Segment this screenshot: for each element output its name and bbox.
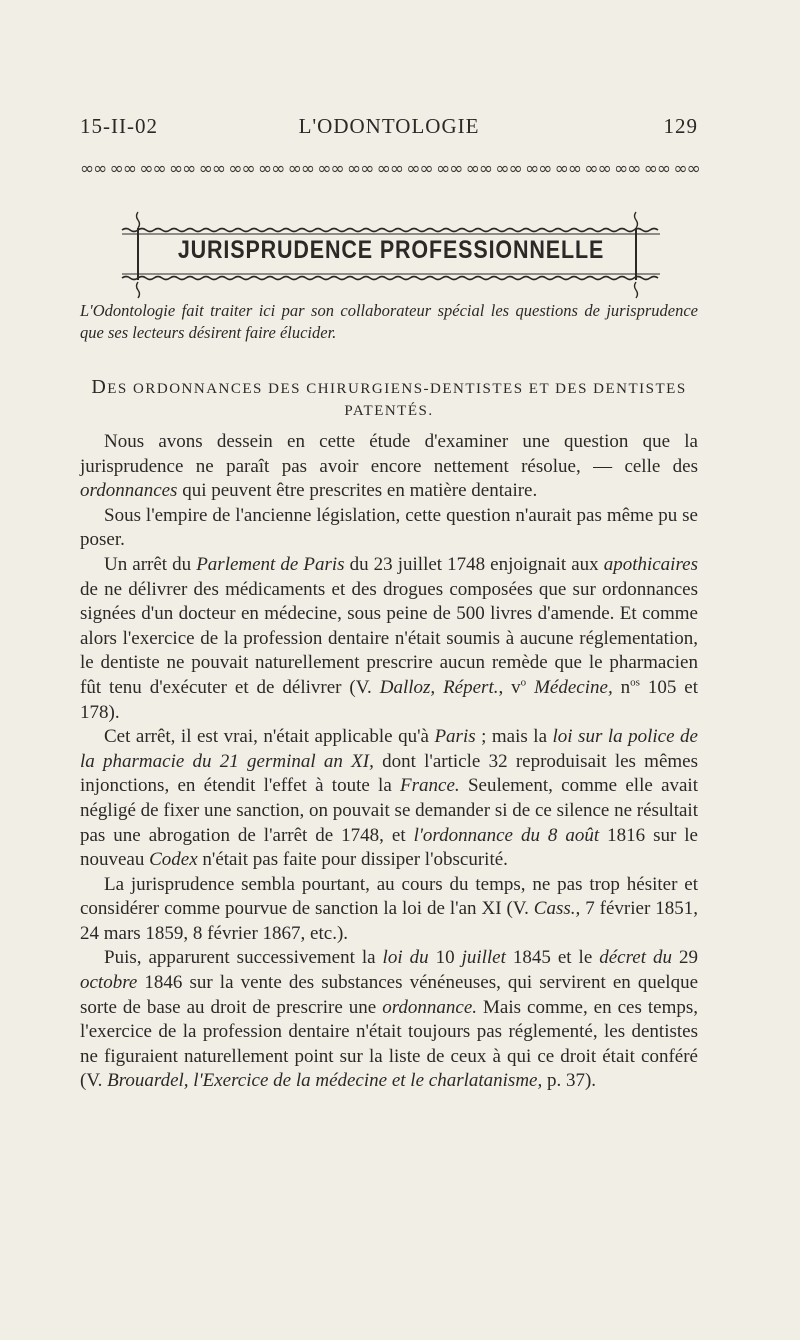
paragraph [80,946,698,1094]
text-run: p. 37). [542,1070,597,1092]
journal-title: L'ODONTOLOGIE [298,114,480,138]
ornament-motif: ∞∞ [465,159,493,179]
ornament-motif: ∞∞ [139,159,166,179]
text-run-italic: Codex [149,849,198,871]
text-run: de ne délivrer des médicaments et des drogues composées que sur ordonnances signées d'un docteur en médecine, sous peine de 500 livres d'amende. Et comme alors l'exercice de la profession dentaire n'était soumis à aucune réglementation, le dentiste ne pouvait naturellement prescrire aucun remède que le pharmacien fût tenu d'exécuter et de délivrer (V. [80,578,698,698]
text-run: Cet arrêt, il est vrai, n'était applicable qu'à [104,726,435,748]
ornament-motif: ∞∞ [614,159,641,179]
text-run: dont l'article 32 reproduisait les mêmes injonctions, en étendit l'effet à toute la [80,750,699,797]
ornament-motif: ∞∞ [643,159,671,179]
text-run: 105 et 178). [80,676,699,723]
text-run: , v [498,676,521,698]
article-body [80,430,698,1094]
text-run-italic: Dalloz, Répert. [379,676,499,698]
paragraph [80,553,698,725]
text-run: 1845 et le [505,947,600,969]
text-run: 1846 sur la vente des substances vénéneuses, qui servirent en quelque sorte de base au droit de prescrire une [80,972,698,1018]
ornament-motif: ∞∞ [525,159,552,179]
superscript: o [520,676,527,689]
running-head [80,114,698,144]
text-run-italic: l'ordonnance du 8 août [413,824,600,846]
text-run-italic: ordonnances [80,480,178,502]
text-run: du 23 juillet 1748 enjoignait aux [344,553,604,575]
text-run: Sous l'empire de l'ancienne législation, cette question n'aurait pas même pu se poser. [80,504,698,551]
issue-date: 15-II-02 [80,114,158,138]
ornament-motif: ∞∞ [169,159,196,179]
text-run: Mais comme, en ces temps, l'exercice de la profession dentaire n'était toujours pas réglementé, les dentistes ne figuraient naturellement point sur la liste de ceux à qui ce droit était conféré (V. [80,996,698,1092]
ornament-motif: ∞∞ [495,159,522,179]
text-run: 10 [428,947,462,969]
text-run-italic: Brouardel, l'Exercice de la médecine et le charlatanisme, [107,1070,543,1092]
text-run: 1816 sur le nouveau [80,824,698,871]
text-run-italic: loi du [382,947,429,969]
ornament-motif: ∞∞ [258,159,285,179]
text-run: Un arrêt du [104,553,197,575]
superscript: os [630,676,640,689]
text-run-italic: France. [400,775,460,797]
ornament-motif: ∞∞ [673,159,700,179]
text-run-italic: loi sur la police de la pharmacie du 21 germinal an XI, [80,726,698,772]
ornament-motif: ∞∞ [80,159,107,179]
text-run: Seulement, comme elle avait négligé de fixer une sanction, on pouvait se demander si de ce silence ne résultait pas une abrogation de l'arrêt de 1748, et [80,775,698,846]
ornament-motif: ∞∞ [376,159,404,179]
text-run-italic: juillet [461,947,506,969]
section-title-frame [120,206,662,302]
text-run-italic: Médecine, [526,676,613,698]
text-run-italic: Paris [434,726,476,748]
paragraph [80,504,698,553]
ornament-motif: ∞∞ [347,159,374,179]
paragraph [80,430,698,504]
text-run: La jurisprudence sembla pourtant, au cours du temps, ne pas trop hésiter et considérer comme pourvue de sanction la loi de l'an XI (V. [80,873,698,920]
ornamental-border [80,158,700,180]
article-heading-initial: D [91,376,108,398]
ornament-motif: ∞∞ [228,159,255,179]
ornament-motif: ∞∞ [584,159,611,179]
paragraph [80,873,698,947]
article-heading [80,376,698,422]
ornament-motif: ∞∞ [198,159,226,179]
text-run-italic: décret du [599,947,672,969]
section-title: JURISPRUDENCE PROFESSIONNELLE [177,236,605,264]
ornament-motif: ∞∞ [436,159,463,179]
article-heading-text: ES ORDONNANCES DES CHIRURGIENS-DENTISTES ET DES DENTISTES PATENTÉS. [107,381,687,419]
text-run-italic: Parlement de Paris [196,553,345,575]
page-number: 129 [663,114,698,138]
intro-note: L'Odontologie fait traiter ici par son collaborateur spécial les questions de jurisprudence que ses lecteurs désirent faire élucider. [80,301,698,342]
ornament-motif: ∞∞ [287,159,315,179]
text-run: 7 février 1851, 24 mars 1859, 8 février 1867, etc.). [80,898,698,944]
text-run-italic: octobre [80,972,138,994]
text-run: n'était pas faite pour dissiper l'obscurité. [197,849,508,871]
ornament-motif: ∞∞ [406,159,433,179]
text-run: qui peuvent être prescrites en matière dentaire. [177,480,538,502]
text-run-italic: ordonnance. [382,996,478,1018]
ornament-motif: ∞∞ [554,159,582,179]
text-run-italic: apothicaires [603,553,698,575]
text-run: n [612,676,631,698]
text-run: ; mais la [475,726,553,748]
ornament-motif: ∞∞ [317,159,344,179]
ornament-motif: ∞∞ [109,159,136,179]
text-run: Puis, apparurent successivement la [104,947,383,969]
paragraph [80,725,698,873]
text-run: 29 [672,947,698,969]
text-run-italic: Cass., [533,898,581,920]
text-run: Nous avons dessein en cette étude d'examiner une question que la jurisprudence ne paraît pas avoir encore nettement résolue, — celle des [80,431,698,477]
